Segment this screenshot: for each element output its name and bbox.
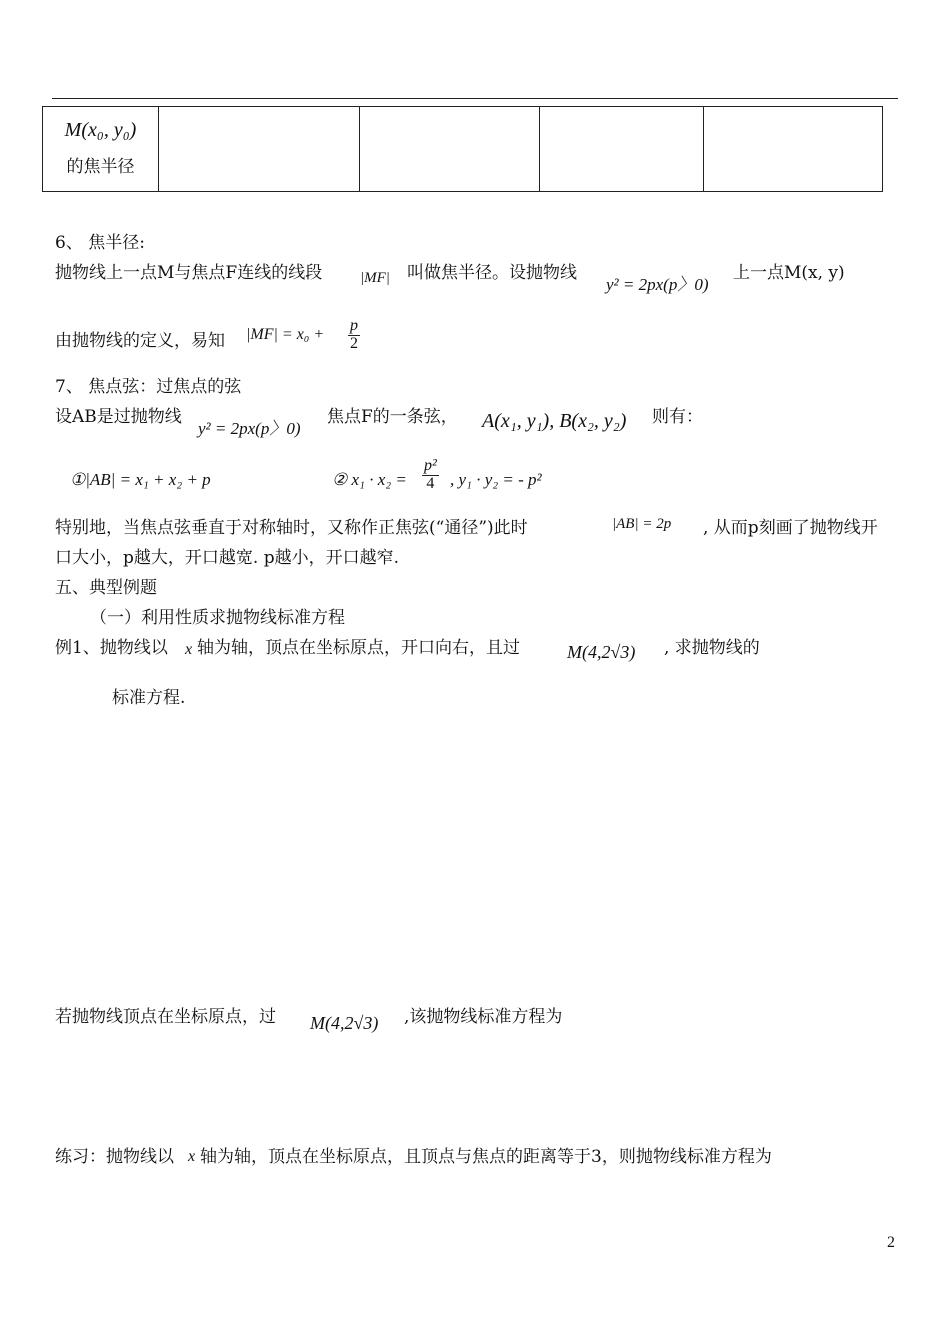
point-m-2: M(4,2√3) <box>310 1013 379 1033</box>
example1-text-c: , 求抛物线的 <box>664 638 760 658</box>
page-number: 2 <box>887 1234 895 1251</box>
table-cell <box>360 107 540 192</box>
section7-line1-c: 则有： <box>652 407 703 427</box>
example1-text-a: 例1、抛物线以 <box>55 638 168 658</box>
table-cell-label <box>43 107 159 192</box>
section6-line1-c: 上一点M(x, y) <box>733 263 845 283</box>
p2-over-4-fraction <box>422 458 439 493</box>
x-axis-symbol: x <box>185 641 193 658</box>
mf-abs: |MF| <box>360 270 390 286</box>
special-case-a: 特别地，当焦点弦垂直于对称轴时，又称作正焦弦(“通径”)此时 <box>55 518 528 538</box>
section6-line1-a: 抛物线上一点M与焦点F连线的线段 <box>55 263 323 283</box>
chord-points: A(x₁, y₁), B(x₂, y₂) <box>482 410 627 432</box>
mf-formula: |MF| = x₀ + <box>246 326 325 343</box>
section6-line1-b: 叫做焦半径。设抛物线 <box>407 263 577 283</box>
section7-heading: 7、 焦点弦：过焦点的弦 <box>55 377 242 397</box>
section5-heading: 五、典型例题 <box>55 578 157 598</box>
point-m: M(4,2√3) <box>567 642 636 662</box>
header-rule <box>52 98 898 99</box>
fraction-numerator: p <box>350 317 358 334</box>
focal-radius-label: 的焦半径 <box>66 157 135 177</box>
latus-rectum-equation: |AB| = 2p <box>612 516 672 532</box>
question2-text-a: 若抛物线顶点在坐标原点，过 <box>55 1007 276 1027</box>
focal-radius-table <box>42 106 883 192</box>
special-case-line2: 口大小，p越大，开口越宽. p越小，开口越窄. <box>55 548 399 568</box>
parabola-equation: y² = 2px(p〉0) <box>606 275 709 294</box>
p-over-2-fraction <box>348 318 360 353</box>
section6-heading: 6、 焦半径: <box>55 233 145 253</box>
product-formula-a: ② x₁ · x₂ = <box>332 470 407 489</box>
point-label: M(x₀, y₀) <box>64 119 137 141</box>
fraction-numerator: p² <box>424 457 437 474</box>
section6-line2-a: 由抛物线的定义，易知 <box>55 331 225 351</box>
section7-line1-a: 设AB是过抛物线 <box>55 407 182 427</box>
chord-length-formula: ①|AB| = x₁ + x₂ + p <box>70 470 211 489</box>
product-formula-b: , y₁ · y₂ = - p² <box>450 470 542 489</box>
subsection-heading: （一）利用性质求抛物线标准方程 <box>90 608 345 628</box>
table-cell <box>704 107 883 192</box>
question2-text-b: ,该抛物线标准方程为 <box>404 1007 563 1027</box>
special-case-b: , 从而p刻画了抛物线开 <box>703 518 878 538</box>
parabola-equation-2: y² = 2px(p〉0) <box>198 419 301 438</box>
section7-line1-b: 焦点F的一条弦， <box>327 407 458 427</box>
x-axis-symbol-2: x <box>188 1148 196 1165</box>
fraction-denominator: 4 <box>426 474 435 492</box>
fraction-denominator: 2 <box>350 334 358 352</box>
table-cell <box>159 107 360 192</box>
example1-text-b: 轴为轴，顶点在坐标原点，开口向右，且过 <box>197 638 520 658</box>
example1-text-line2: 标准方程. <box>112 688 186 708</box>
practice-text-b: 轴为轴，顶点在坐标原点，且顶点与焦点的距离等于3，则抛物线标准方程为 <box>200 1147 772 1167</box>
table-cell <box>540 107 704 192</box>
practice-text-a: 练习：抛物线以 <box>55 1147 174 1167</box>
